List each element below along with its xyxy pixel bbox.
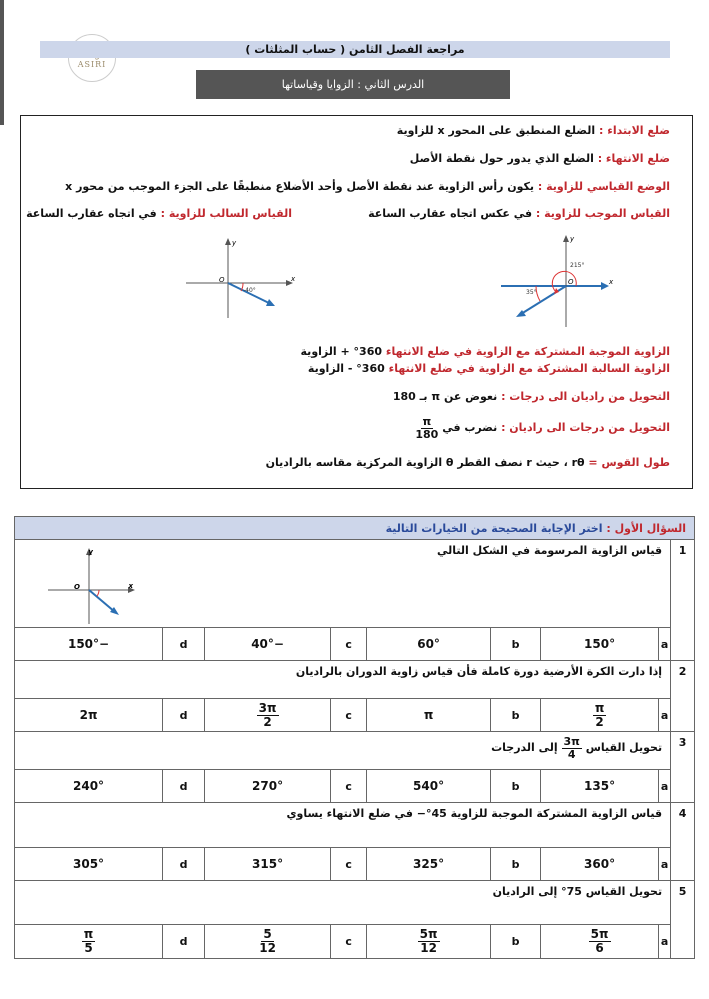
option-c[interactable]: −40° — [205, 628, 331, 661]
question-angle-diagram — [43, 546, 143, 626]
lesson-title: الدرس الثاني : الزوايا وقياساتها — [196, 70, 510, 99]
options-row — [15, 925, 695, 959]
questions-table — [14, 516, 695, 959]
options-row — [15, 628, 695, 661]
left-diagram-angle-label: -40° — [243, 287, 256, 294]
question-diagram-x-label: x — [128, 582, 133, 590]
question-text: تحويل القياس $\frac{3\pi}{4}$ إلى الدرجات — [15, 732, 671, 770]
questions-header — [15, 517, 695, 540]
left-diagram-origin: O — [219, 276, 225, 284]
question-section-label: السؤال الأول : — [606, 521, 687, 535]
option-letter-c: c — [331, 848, 367, 881]
option-letter-b: b — [491, 848, 541, 881]
def-deg-to-rad: التحويل من درجات الى راديان : نضرب في $\frac{\pi}{180}$ — [415, 415, 670, 441]
def-terminal-side: ضلع الانتهاء : الضلع الذي يدور حول نقطة الأصل — [409, 152, 670, 165]
right-diagram-x-label: x — [609, 278, 614, 286]
question-row — [15, 803, 695, 848]
right-diagram-origin: O — [568, 278, 574, 286]
question-section-instructions: اختر الإجابة الصحيحة من الخيارات التالية — [385, 521, 603, 535]
option-letter-b: b — [491, 770, 541, 803]
option-letter-a: a — [659, 699, 671, 732]
chapter-title: مراجعة الفصل الثامن ( حساب المثلثات ) — [40, 41, 670, 58]
question-text: قياس الزاوية المشتركة الموجبة للزاوية 45°− في ضلع الانتهاء يساوي — [15, 803, 671, 848]
question-text: إذا دارت الكرة الأرضية دورة كاملة فأن قياس زاوية الدوران بالراديان — [15, 661, 671, 699]
question-number: 1 — [671, 540, 695, 661]
right-diagram-large-angle-label: 215° — [570, 262, 585, 269]
option-d[interactable]: 305° — [15, 848, 163, 881]
option-letter-d: d — [163, 770, 205, 803]
def-arc-length: طول القوس = rθ ، حيث r نصف القطر θ الزاوية المركزية مقاسه بالراديان — [265, 456, 670, 469]
option-b[interactable]: $\frac{5\pi}{12}$ — [367, 925, 491, 959]
option-letter-b: b — [491, 699, 541, 732]
question-number: 2 — [671, 661, 695, 732]
question-diagram-origin: O — [74, 583, 80, 591]
option-a[interactable]: 150° — [541, 628, 659, 661]
option-letter-c: c — [331, 628, 367, 661]
def-coterminal-negative: الزاوية السالبة المشتركة مع الزاوية في ضلع الانتهاء 360° - الزاوية — [307, 362, 670, 375]
def-negative-measure: القياس السالب للزاوية : في اتجاه عقارب الساعة — [26, 207, 292, 220]
question-row — [15, 661, 695, 699]
question-number: 5 — [671, 881, 695, 959]
option-letter-b: b — [491, 628, 541, 661]
def-positive-measure: القياس الموجب للزاوية : في عكس اتجاه عقارب الساعة — [368, 207, 670, 220]
right-diagram-y-label: y — [570, 235, 575, 243]
option-letter-a: a — [659, 925, 671, 959]
options-row — [15, 770, 695, 803]
question-text: قياس الزاوية المرسومة في الشكل التالي — [437, 544, 663, 557]
def-standard-position: الوضع القياسي للزاوية : يكون رأس الزاوية عند نقطة الأصل وأحد الأضلاع منطبقًا على الجزء الموجب من محور x — [65, 180, 670, 193]
option-letter-a: a — [659, 848, 671, 881]
definitions-box — [20, 115, 693, 489]
coterminal-angle-diagram — [496, 231, 621, 331]
question-diagram-y-label: y — [88, 548, 93, 556]
option-letter-d: d — [163, 628, 205, 661]
option-letter-c: c — [331, 770, 367, 803]
option-d[interactable]: 2π — [15, 699, 163, 732]
def-rad-to-deg: التحويل من راديان الى درجات : نعوض عن π بـ 180 — [392, 390, 670, 403]
question-row — [15, 881, 695, 925]
option-letter-c: c — [331, 925, 367, 959]
deg-to-rad-fraction: $\frac{\pi}{180}$ — [415, 415, 439, 441]
option-letter-d: d — [163, 925, 205, 959]
options-row — [15, 848, 695, 881]
option-d[interactable]: −150° — [15, 628, 163, 661]
question-row — [15, 540, 695, 628]
def-coterminal-positive: الزاوية الموجبة المشتركة مع الزاوية في ضلع الانتهاء 360° + الزاوية — [300, 345, 670, 358]
option-c[interactable]: $\frac{3\pi}{2}$ — [205, 699, 331, 732]
question-row — [15, 732, 695, 770]
option-c[interactable]: $\frac{5}{12}$ — [205, 925, 331, 959]
option-d[interactable]: 240° — [15, 770, 163, 803]
option-b[interactable]: 325° — [367, 848, 491, 881]
option-a[interactable]: $\frac{\pi}{2}$ — [541, 699, 659, 732]
option-b[interactable]: 60° — [367, 628, 491, 661]
option-a[interactable]: $\frac{5\pi}{6}$ — [541, 925, 659, 959]
option-letter-a: a — [659, 628, 671, 661]
left-edge-bar — [0, 0, 4, 125]
option-letter-b: b — [491, 925, 541, 959]
option-c[interactable]: 315° — [205, 848, 331, 881]
option-a[interactable]: 135° — [541, 770, 659, 803]
logo-name: ASIRI — [77, 60, 107, 69]
option-d[interactable]: $\frac{\pi}{5}$ — [15, 925, 163, 959]
option-c[interactable]: 270° — [205, 770, 331, 803]
option-letter-a: a — [659, 770, 671, 803]
left-diagram-x-label: x — [291, 275, 296, 283]
right-diagram-small-angle-label: 35° — [526, 289, 537, 296]
options-row — [15, 699, 695, 732]
left-diagram-y-label: y — [232, 239, 237, 247]
question-text: تحويل القياس 75° إلى الراديان — [15, 881, 671, 925]
option-letter-c: c — [331, 699, 367, 732]
option-a[interactable]: 360° — [541, 848, 659, 881]
def-initial-side: ضلع الابتداء : الضلع المنطبق على المحور x للزاوية — [396, 124, 670, 137]
option-letter-d: d — [163, 699, 205, 732]
question-number: 3 — [671, 732, 695, 803]
option-letter-d: d — [163, 848, 205, 881]
option-b[interactable]: π — [367, 699, 491, 732]
option-b[interactable]: 540° — [367, 770, 491, 803]
negative-angle-diagram — [181, 236, 301, 321]
question-number: 4 — [671, 803, 695, 881]
